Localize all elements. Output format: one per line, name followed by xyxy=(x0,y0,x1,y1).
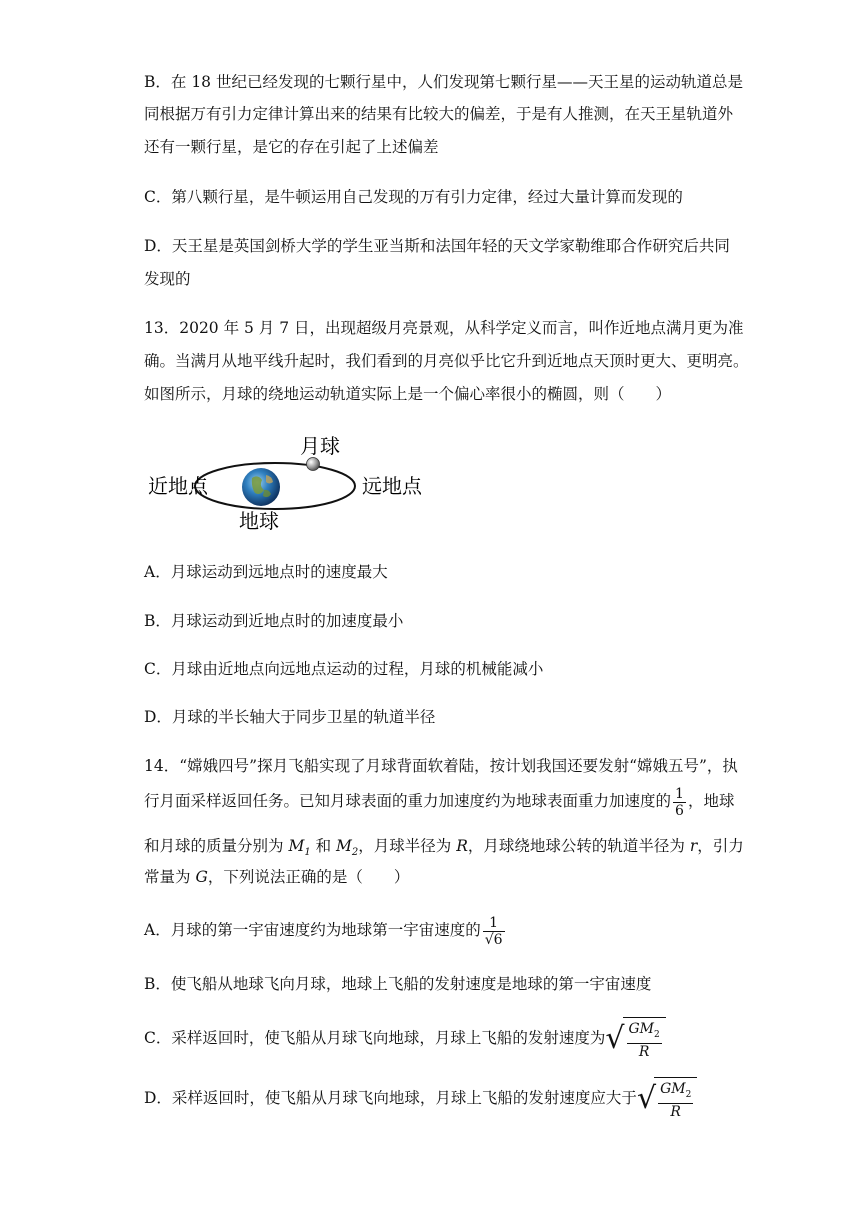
q13-option-d: D．月球的半长轴大于同步卫星的轨道半径 xyxy=(144,708,436,726)
q14-stem-line1: 14．“嫦娥四号”探月飞船实现了月球背面软着陆，按计划我国还要发射“嫦娥五号”，执 xyxy=(144,757,738,775)
earth-icon xyxy=(242,468,280,506)
q12-option-b-line1: B．在 18 世纪已经发现的七颗行星中，人们发现第七颗行星——天王星的运动轨道总是 xyxy=(144,73,743,91)
label-apogee: 远地点 xyxy=(362,474,422,498)
fraction-one-over-sqrt6: $\frac{1}{√6}$ xyxy=(484,914,503,948)
q13-stem-line3: 如图所示，月球的绕地运动轨道实际上是一个偏心率很小的椭圆，则（ ） xyxy=(144,385,672,403)
q14-stem-line2-text: 行月面采样返回任务。已知月球表面的重力加速度约为地球表面重力加速度的 xyxy=(144,792,672,810)
label-moon: 月球 xyxy=(300,434,340,458)
orbit-diagram xyxy=(140,428,440,536)
q12-option-c: C．第八颗行星，是牛顿运用自己发现的万有引力定律，经过大量计算而发现的 xyxy=(144,188,683,206)
q14-stem-line2 xyxy=(144,782,734,820)
q14-option-d: D．采样返回时，使飞船从月球飞向地球，月球上飞船的发射速度应大于√ $\frac{GM_2}{R}$ xyxy=(144,1076,697,1122)
q12-option-b-line2: 同根据万有引力定律计算出来的结果有比较大的偏差，于是有人推测，在天王星轨道外 xyxy=(144,105,734,123)
q13-stem-line2: 确。当满月从地平线升起时，我们看到的月亮似乎比它升到近地点天顶时更大、更明亮。 xyxy=(144,352,749,370)
q13-option-c: C．月球由近地点向远地点运动的过程，月球的机械能减小 xyxy=(144,660,544,678)
q13-stem-line1: 13．2020 年 5 月 7 日，出现超级月亮景观，从科学定义而言，叫作近地点满月更为准 xyxy=(144,319,744,337)
q14-option-c: C．采样返回时，使飞船从月球飞向地球，月球上飞船的发射速度为√ $\frac{GM_2}{R}$ xyxy=(144,1016,666,1062)
q12-option-d-line2: 发现的 xyxy=(144,270,191,288)
sqrt-gm2-over-r-d: √ $\frac{GM_2}{R}$ xyxy=(637,1076,697,1122)
q14-option-b: B．使飞船从地球飞向月球，地球上飞船的发射速度是地球的第一宇宙速度 xyxy=(144,975,652,993)
sqrt-gm2-over-r-c: √ $\frac{GM_2}{R}$ xyxy=(605,1016,665,1062)
q12-option-d-line1: D．天王星是英国剑桥大学的学生亚当斯和法国年轻的天文学家勒维耶合作研究后共同 xyxy=(144,237,730,255)
q13-option-a: A．月球运动到远地点时的速度最大 xyxy=(144,563,388,581)
q14-stem-line3: 和月球的质量分别为 $M_1$ 和 $M_2$，月球半径为 R，月球绕地球公转的轨道半径为 r，引力 xyxy=(144,837,744,859)
q14-stem-line4: 常量为 G，下列说法正确的是（ ） xyxy=(144,868,410,886)
moon-icon xyxy=(307,458,320,471)
q12-option-b-line3: 还有一颗行星，是它的存在引起了上述偏差 xyxy=(144,138,439,156)
q13-option-b: B．月球运动到近地点时的加速度最小 xyxy=(144,612,404,630)
q14-option-a: A．月球的第一宇宙速度约为地球第一宇宙速度的 $\frac{1}{√6}$ xyxy=(144,914,503,948)
q14-stem-line2-end: ，地球 xyxy=(687,792,735,810)
fraction-one-sixth: $\frac{1}{6}$ xyxy=(675,785,684,819)
label-perigee: 近地点 xyxy=(148,474,208,498)
label-earth: 地球 xyxy=(239,509,279,533)
